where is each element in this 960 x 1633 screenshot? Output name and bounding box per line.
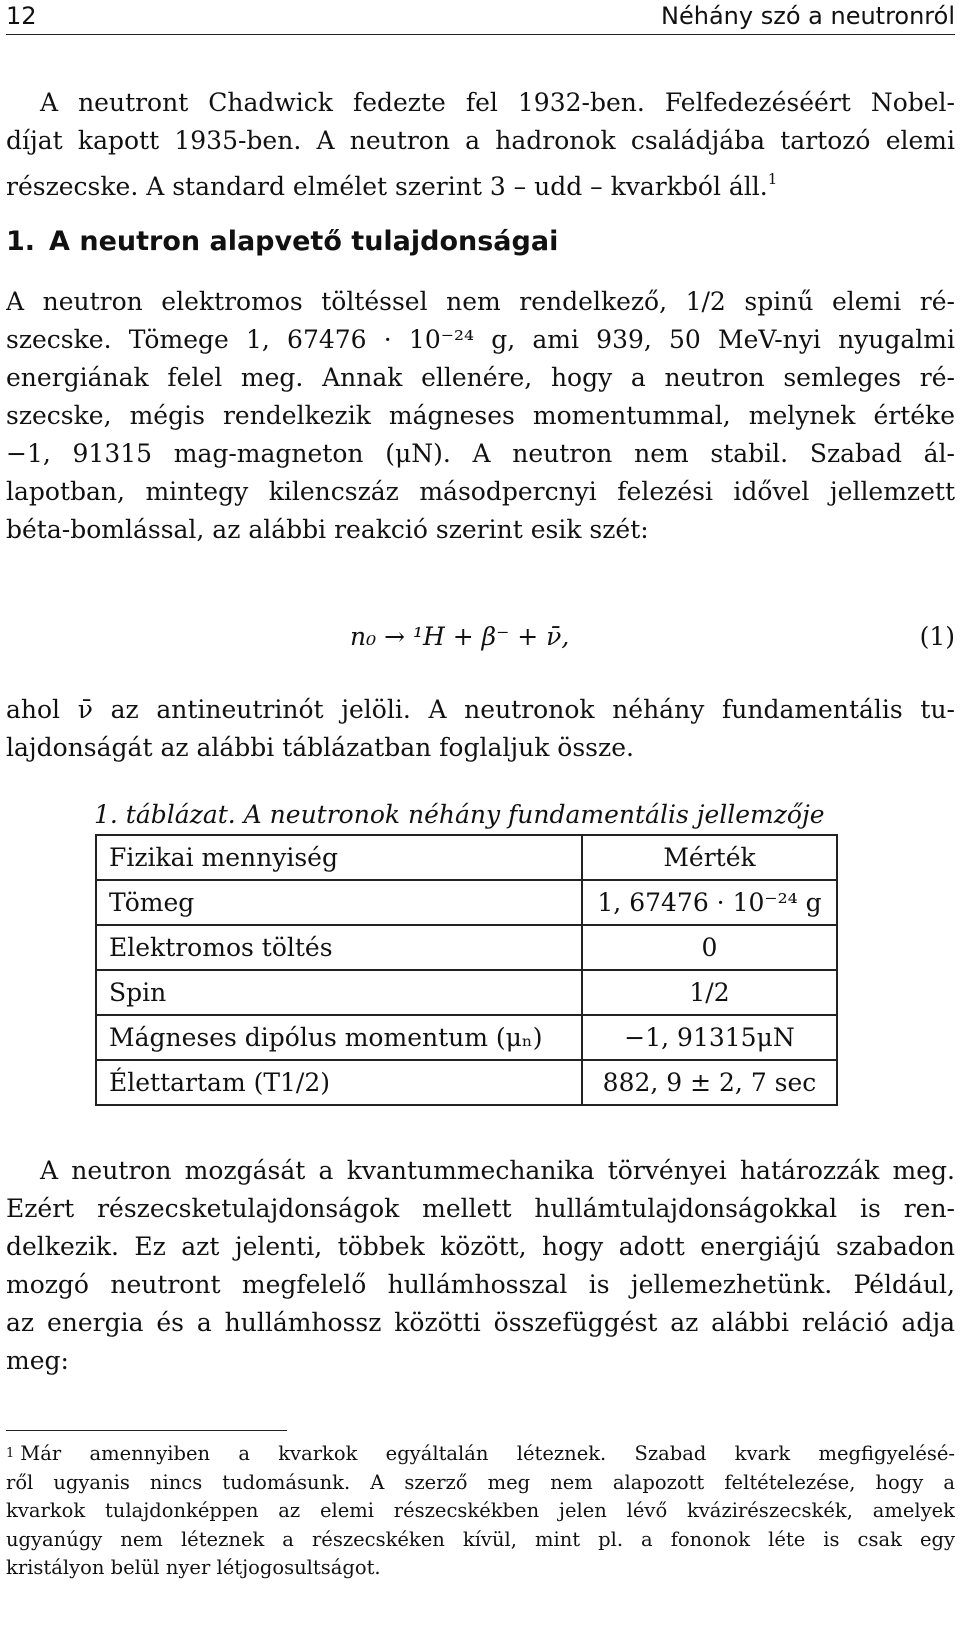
paragraph-line: ahol ν̄ az antineutrinót jelöli. A neutronok néhány fundamentális tu- xyxy=(6,695,955,724)
table-header-cell: Mérték xyxy=(582,835,837,880)
equation-expression: n₀ → ¹H + β⁻ + ν̄, xyxy=(350,622,570,651)
table-cell: Elektromos töltés xyxy=(96,925,582,970)
table-header-cell: Fizikai mennyiség xyxy=(96,835,582,880)
equation-1 xyxy=(6,622,955,662)
footnote-line-text: Már amennyiben a kvarkok egyáltalán léteznek. Szabad kvark megfigyelésé- xyxy=(20,1442,955,1465)
table-row xyxy=(96,925,837,970)
section-title: A neutron alapvető tulajdonságai xyxy=(49,226,559,257)
table-row xyxy=(96,1060,837,1105)
table-cell: Spin xyxy=(96,970,582,1015)
footnote-mark: 1 xyxy=(6,1446,15,1461)
properties-table xyxy=(95,834,838,1106)
paragraph-line: A neutron mozgását a kvantummechanika törvényei határozzák meg. xyxy=(40,1156,955,1185)
paragraph-line: delkezik. Ez azt jelenti, többek között, hogy adott energiájú szabadon xyxy=(6,1232,955,1261)
paragraph-line: −1, 91315 mag-magneton (μN). A neutron nem stabil. Szabad ál- xyxy=(6,439,955,468)
paragraph-line: mozgó neutront megfelelő hullámhosszal is jellemezhetünk. Például, xyxy=(6,1270,955,1299)
paragraph-line: béta-bomlással, az alábbi reakció szerint esik szét: xyxy=(6,515,649,544)
intro-paragraph xyxy=(6,84,955,198)
paragraph-line: energiának felel meg. Annak ellenére, hogy a neutron semleges ré- xyxy=(6,363,955,392)
table-cell: Tömeg xyxy=(96,880,582,925)
properties-paragraph xyxy=(6,283,955,549)
footnote-divider xyxy=(6,1430,287,1431)
footnote xyxy=(6,1440,955,1583)
footnote-line xyxy=(6,1440,955,1469)
table-intro-paragraph xyxy=(6,691,955,767)
table-cell: 882, 9 ± 2, 7 sec xyxy=(582,1060,837,1105)
equation-number: (1) xyxy=(919,622,955,651)
footnote-line: ugyanúgy nem léteznek a részecskéken kívül, mint pl. a fononok léte is csak egy xyxy=(6,1527,955,1551)
table-cell: 1, 67476 · 10⁻²⁴ g xyxy=(582,880,837,925)
table-row xyxy=(96,970,837,1015)
footnote-line: kristályon belül nyer létjogosultságot. xyxy=(6,1556,381,1580)
table-cell: −1, 91315μN xyxy=(582,1015,837,1060)
section-heading xyxy=(6,226,558,257)
running-title: Néhány szó a neutronról xyxy=(661,2,955,30)
paragraph-line: lajdonságát az alábbi táblázatban foglaljuk össze. xyxy=(6,733,634,762)
paragraph-line: díjat kapott 1935-ben. A neutron a hadronok családjába tartozó elemi xyxy=(6,126,955,155)
paragraph-line: Ezért részecsketulajdonságok mellett hullámtulajdonságokkal is ren- xyxy=(6,1194,955,1223)
footnote-reference: 1 xyxy=(767,170,778,188)
paragraph-line: lapotban, mintegy kilencszáz másodpercnyi felezési idővel jellemzett xyxy=(6,477,955,506)
wave-paragraph xyxy=(6,1152,955,1380)
table-cell: 0 xyxy=(582,925,837,970)
table-cell: Élettartam (T1/2) xyxy=(96,1060,582,1105)
paragraph-line: szecske, mégis rendelkezik mágneses momentummal, melynek értéke xyxy=(6,401,955,430)
paragraph-line xyxy=(6,160,955,198)
table-caption: 1. táblázat. A neutronok néhány fundamentális jellemzője xyxy=(94,800,825,829)
paragraph-line: meg: xyxy=(6,1346,69,1375)
paragraph-line: az energia és a hullámhossz közötti összefüggést az alábbi reláció adja xyxy=(6,1308,955,1337)
paragraph-line: szecske. Tömege 1, 67476 · 10⁻²⁴ g, ami 939, 50 MeV-nyi nyugalmi xyxy=(6,325,955,354)
document-page xyxy=(6,0,955,1633)
table-header-row xyxy=(96,835,837,880)
table-row xyxy=(96,1015,837,1060)
section-number: 1. xyxy=(6,226,36,257)
footnote-line: ről ugyanis nincs tudomásunk. A szerző meg nem alapozott feltételezése, hogy a xyxy=(6,1470,955,1494)
table-cell: 1/2 xyxy=(582,970,837,1015)
running-header xyxy=(6,0,955,35)
paragraph-line: A neutront Chadwick fedezte fel 1932-ben. Felfedezéséért Nobel- xyxy=(40,88,955,117)
page-number: 12 xyxy=(6,2,37,30)
paragraph-line: A neutron elektromos töltéssel nem rendelkező, 1/2 spinű elemi ré- xyxy=(6,287,955,316)
paragraph-line-text: részecske. A standard elmélet szerint 3 – udd – kvarkból áll. xyxy=(6,172,768,198)
table-cell: Mágneses dipólus momentum (μₙ) xyxy=(96,1015,582,1060)
table-row xyxy=(96,880,837,925)
footnote-line: kvarkok tulajdonképpen az elemi részecskékben jelen lévő kvázirészecskék, amelyek xyxy=(6,1499,955,1523)
